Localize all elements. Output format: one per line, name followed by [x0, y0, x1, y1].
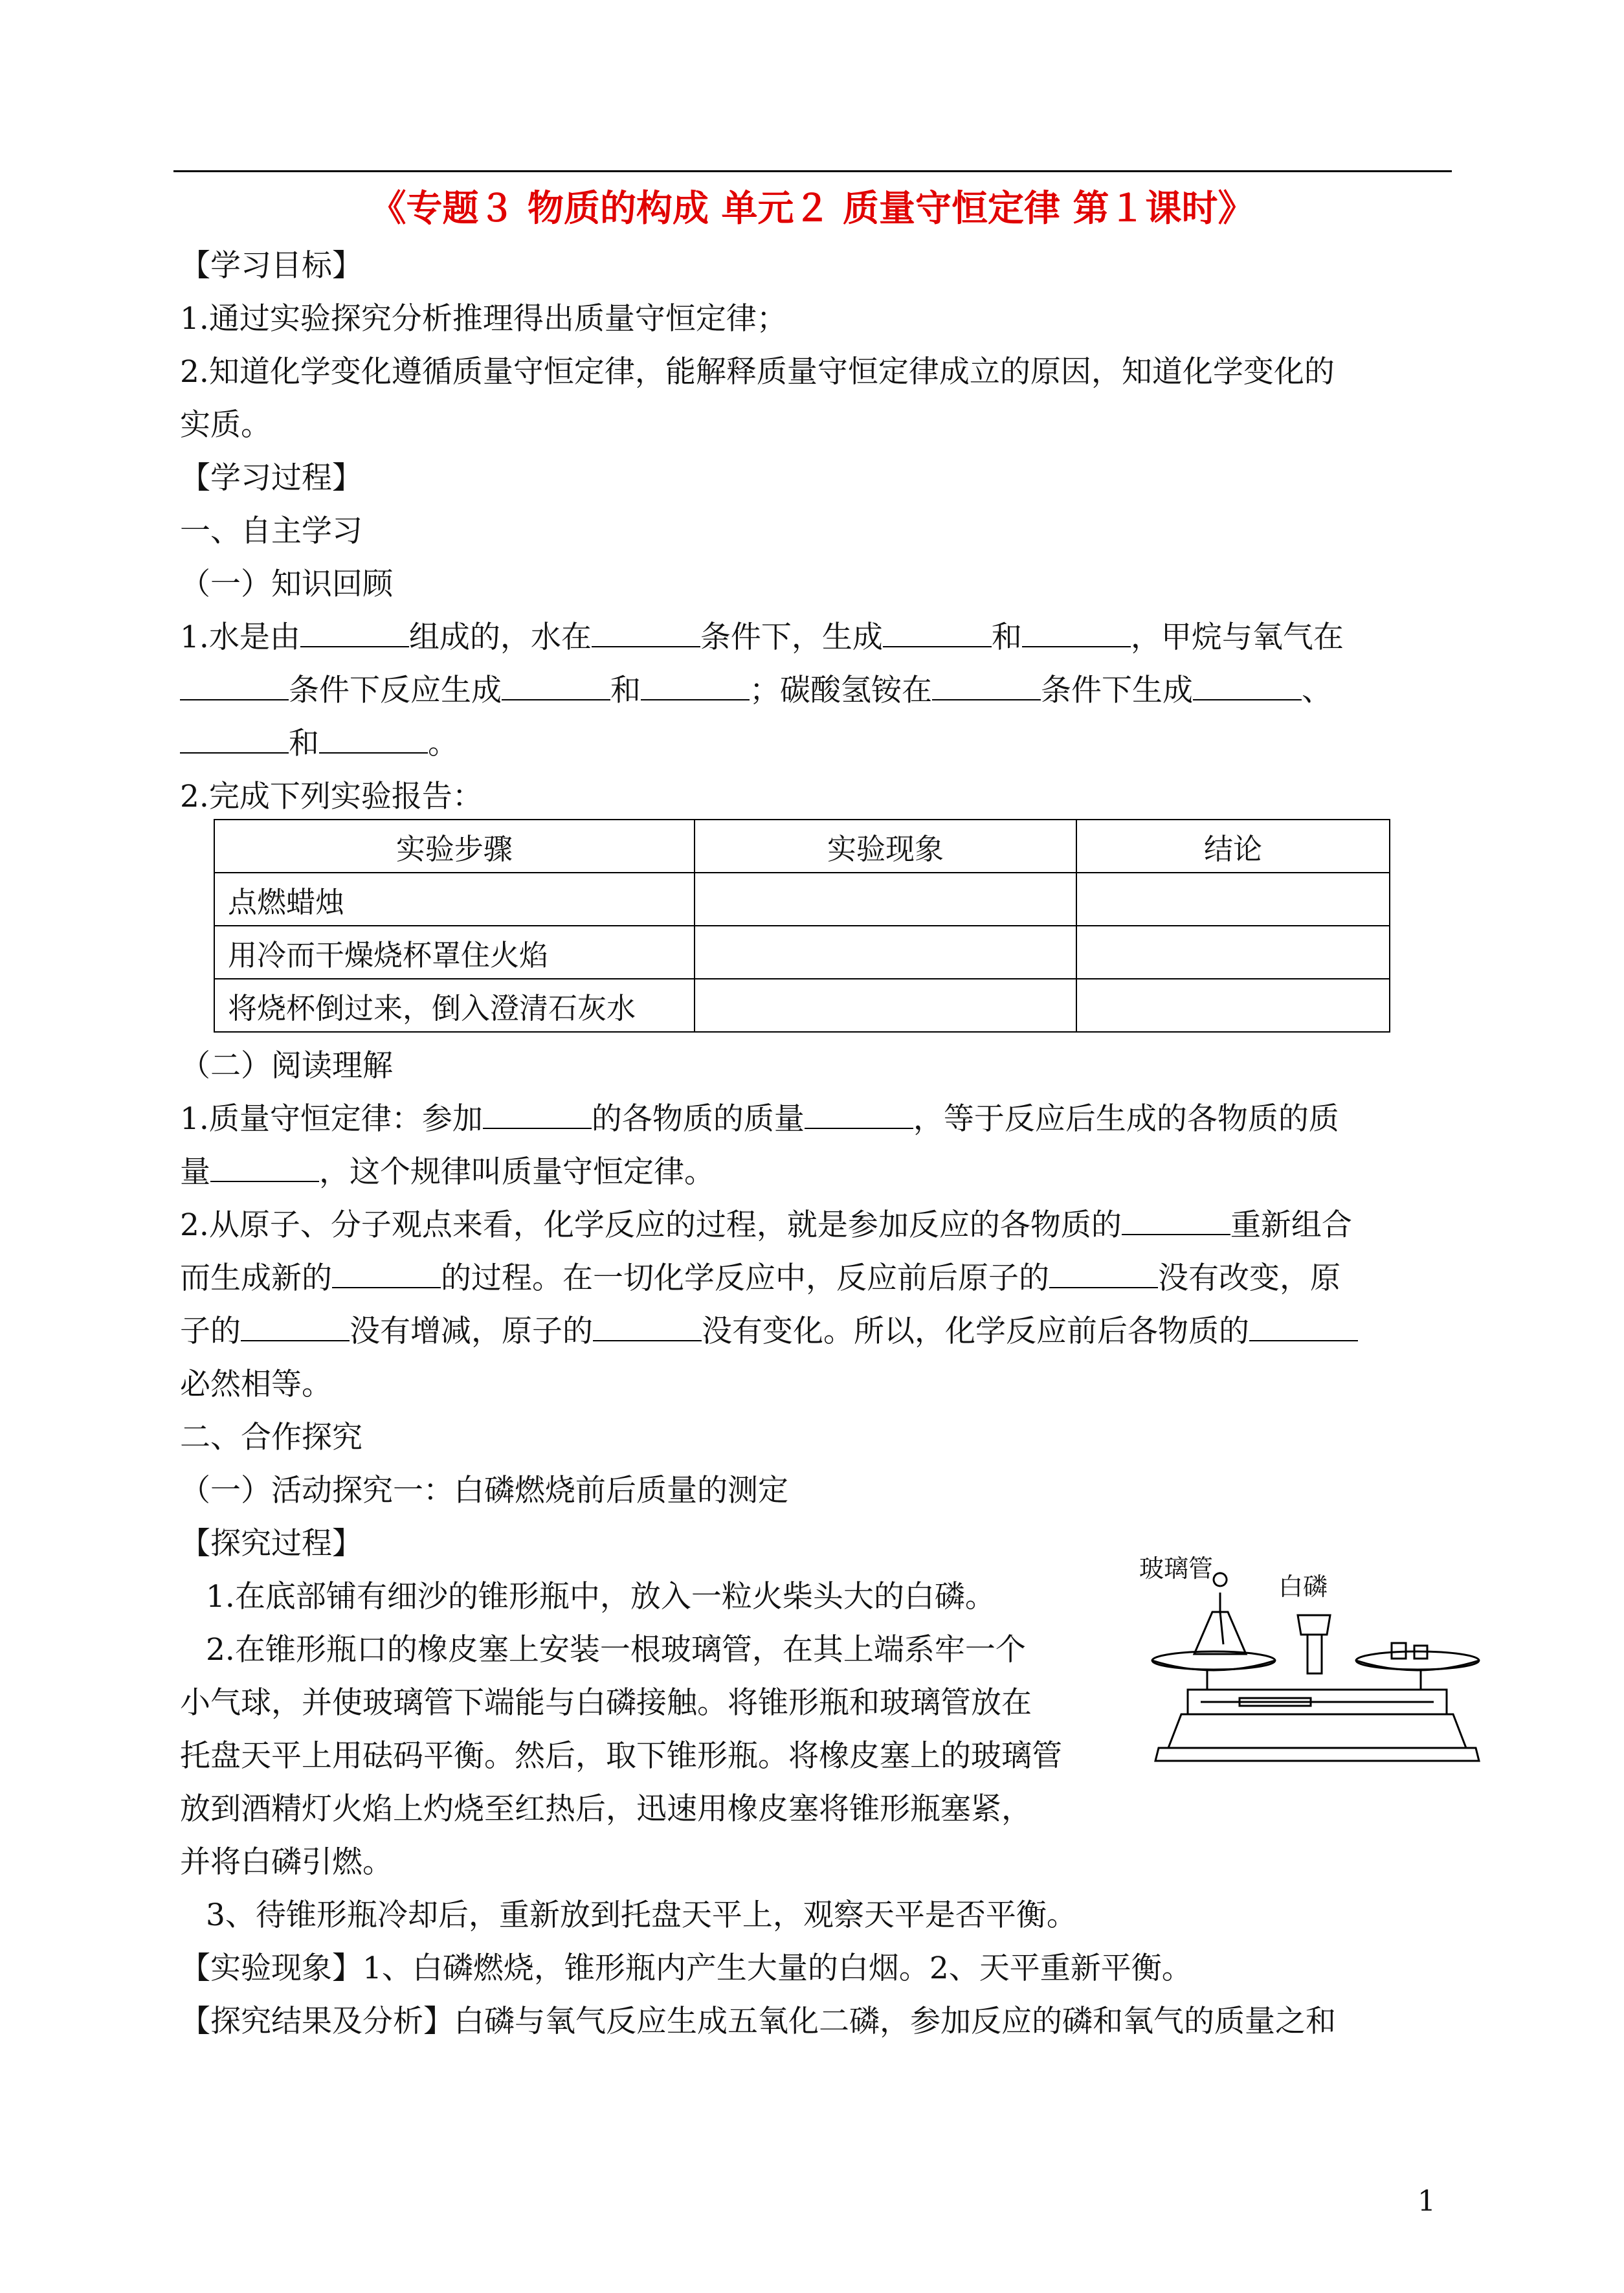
- section-self-study: 一、自主学习: [180, 513, 362, 549]
- question-2: 2.完成下列实验报告：: [180, 779, 483, 814]
- blank-field[interactable]: [319, 724, 428, 754]
- blank-field[interactable]: [592, 618, 700, 647]
- table-header-row: [214, 820, 1390, 873]
- blank-field[interactable]: [1022, 618, 1131, 647]
- step-line-6: 并将白磷引燃。: [180, 1844, 393, 1880]
- step-line-3: 小气球，并使玻璃管下端能与白磷接触。将锥形瓶和玻璃管放在: [180, 1685, 1032, 1721]
- reading-1-line-1: 1.质量守恒定律：参加 的各物质的质量 ，等于反应后生成的各物质的质: [180, 1093, 1452, 1146]
- blank-field[interactable]: [332, 1258, 441, 1288]
- goal-line-2: 2.知道化学变化遵循质量守恒定律，能解释质量守恒定律成立的原因，知道化学变化的: [180, 354, 1335, 390]
- section-cooperative: 二、合作探究: [180, 1420, 362, 1455]
- phenomenon-cell[interactable]: [695, 873, 1076, 926]
- table-row: [214, 926, 1390, 979]
- activity-1-heading: （一）活动探究一：白磷燃烧前后质量的测定: [180, 1473, 788, 1508]
- table-row: [214, 873, 1390, 926]
- glass-tube-label: 玻璃管: [1139, 1554, 1214, 1583]
- reading-2-line-3: 子的 没有增减，原子的 没有变化。所以，化学反应前后各物质的: [180, 1305, 1452, 1358]
- header-steps: 实验步骤: [214, 820, 695, 873]
- header-rule: [173, 170, 1452, 172]
- reading-1-line-2: 量 ，这个规律叫质量守恒定律。: [180, 1146, 1452, 1199]
- blank-field[interactable]: [502, 671, 610, 700]
- blank-field[interactable]: [641, 671, 750, 700]
- blank-field[interactable]: [1049, 1258, 1158, 1288]
- blank-field[interactable]: [210, 1152, 319, 1182]
- blank-field[interactable]: [932, 671, 1041, 700]
- conclusion-cell[interactable]: [1076, 873, 1390, 926]
- goals-heading: 【学习目标】: [180, 248, 362, 284]
- header-conclusion: 结论: [1076, 820, 1390, 873]
- step-cell: 将烧杯倒过来，倒入澄清石灰水: [214, 979, 695, 1032]
- reading-2-line-1: 2.从原子、分子观点来看，化学反应的过程，就是参加反应的各物质的 重新组合: [180, 1199, 1452, 1252]
- blank-field[interactable]: [805, 1099, 913, 1129]
- step-cell: 点燃蜡烛: [214, 873, 695, 926]
- phenomenon-line: 【实验现象】1、白磷燃烧，锥形瓶内产生大量的白烟。2、天平重新平衡。: [180, 1951, 1192, 1986]
- step-line-1: 1.在底部铺有细沙的锥形瓶中，放入一粒火柴头大的白磷。: [206, 1579, 996, 1615]
- step-line-4: 托盘天平上用砝码平衡。然后，取下锥形瓶。将橡皮塞上的玻璃管: [180, 1738, 1062, 1774]
- conclusion-cell[interactable]: [1076, 979, 1390, 1032]
- process-heading: 【学习过程】: [180, 460, 362, 496]
- blank-field[interactable]: [180, 724, 289, 754]
- step-cell: 用冷而干燥烧杯罩住火焰: [214, 926, 695, 979]
- goal-line-1: 1.通过实验探究分析推理得出质量守恒定律；: [180, 301, 787, 337]
- goal-line-3: 实质。: [180, 407, 271, 443]
- explore-heading: 【探究过程】: [180, 1526, 362, 1561]
- phenomenon-cell[interactable]: [695, 979, 1076, 1032]
- step-line-7: 3、待锥形瓶冷却后，重新放到托盘天平上，观察天平是否平衡。: [206, 1897, 1077, 1933]
- blank-field[interactable]: [593, 1312, 702, 1341]
- experiment-report-table: [214, 819, 1390, 1033]
- page-title: 《专题３ 物质的构成 单元２ 质量守恒定律 第１课时》: [370, 188, 1254, 230]
- question-1-line-1: 1.水是由 组成的，水在 条件下，生成 和 ，甲烷与氧气在: [180, 611, 1452, 664]
- phenomenon-cell[interactable]: [695, 926, 1076, 979]
- conclusion-cell[interactable]: [1076, 926, 1390, 979]
- blank-field[interactable]: [483, 1099, 592, 1129]
- reading-2-line-2: 而生成新的 的过程。在一切化学反应中，反应前后原子的 没有改变，原: [180, 1252, 1452, 1305]
- step-line-2: 2.在锥形瓶口的橡皮塞上安装一根玻璃管，在其上端系牢一个: [206, 1632, 1026, 1668]
- page-number: 1: [1418, 2185, 1436, 2218]
- sub-knowledge-review: （一）知识回顾: [180, 566, 393, 602]
- question-1-line-3: 和 。: [180, 717, 1452, 770]
- blank-field[interactable]: [300, 618, 409, 647]
- table-row: [214, 979, 1390, 1032]
- reading-2-line-4: 必然相等。: [180, 1367, 332, 1402]
- blank-field[interactable]: [1249, 1312, 1358, 1341]
- blank-field[interactable]: [1122, 1205, 1230, 1235]
- blank-field[interactable]: [883, 618, 992, 647]
- blank-field[interactable]: [1193, 671, 1302, 700]
- white-phosphorus-label: 白磷: [1278, 1572, 1328, 1601]
- header-phenomenon: 实验现象: [695, 820, 1076, 873]
- sub-reading: （二）阅读理解: [180, 1048, 393, 1084]
- analysis-line: 【探究结果及分析】白磷与氧气反应生成五氧化二磷，参加反应的磷和氧气的质量之和: [180, 2004, 1336, 2039]
- question-1-line-2: 条件下反应生成 和 ；碳酸氢铵在 条件下生成 、: [180, 664, 1452, 717]
- step-line-5: 放到酒精灯火焰上灼烧至红热后，迅速用橡皮塞将锥形瓶塞紧，: [180, 1791, 1032, 1827]
- blank-field[interactable]: [241, 1312, 350, 1341]
- blank-field[interactable]: [180, 671, 289, 700]
- balance-figure: [1139, 1554, 1502, 1774]
